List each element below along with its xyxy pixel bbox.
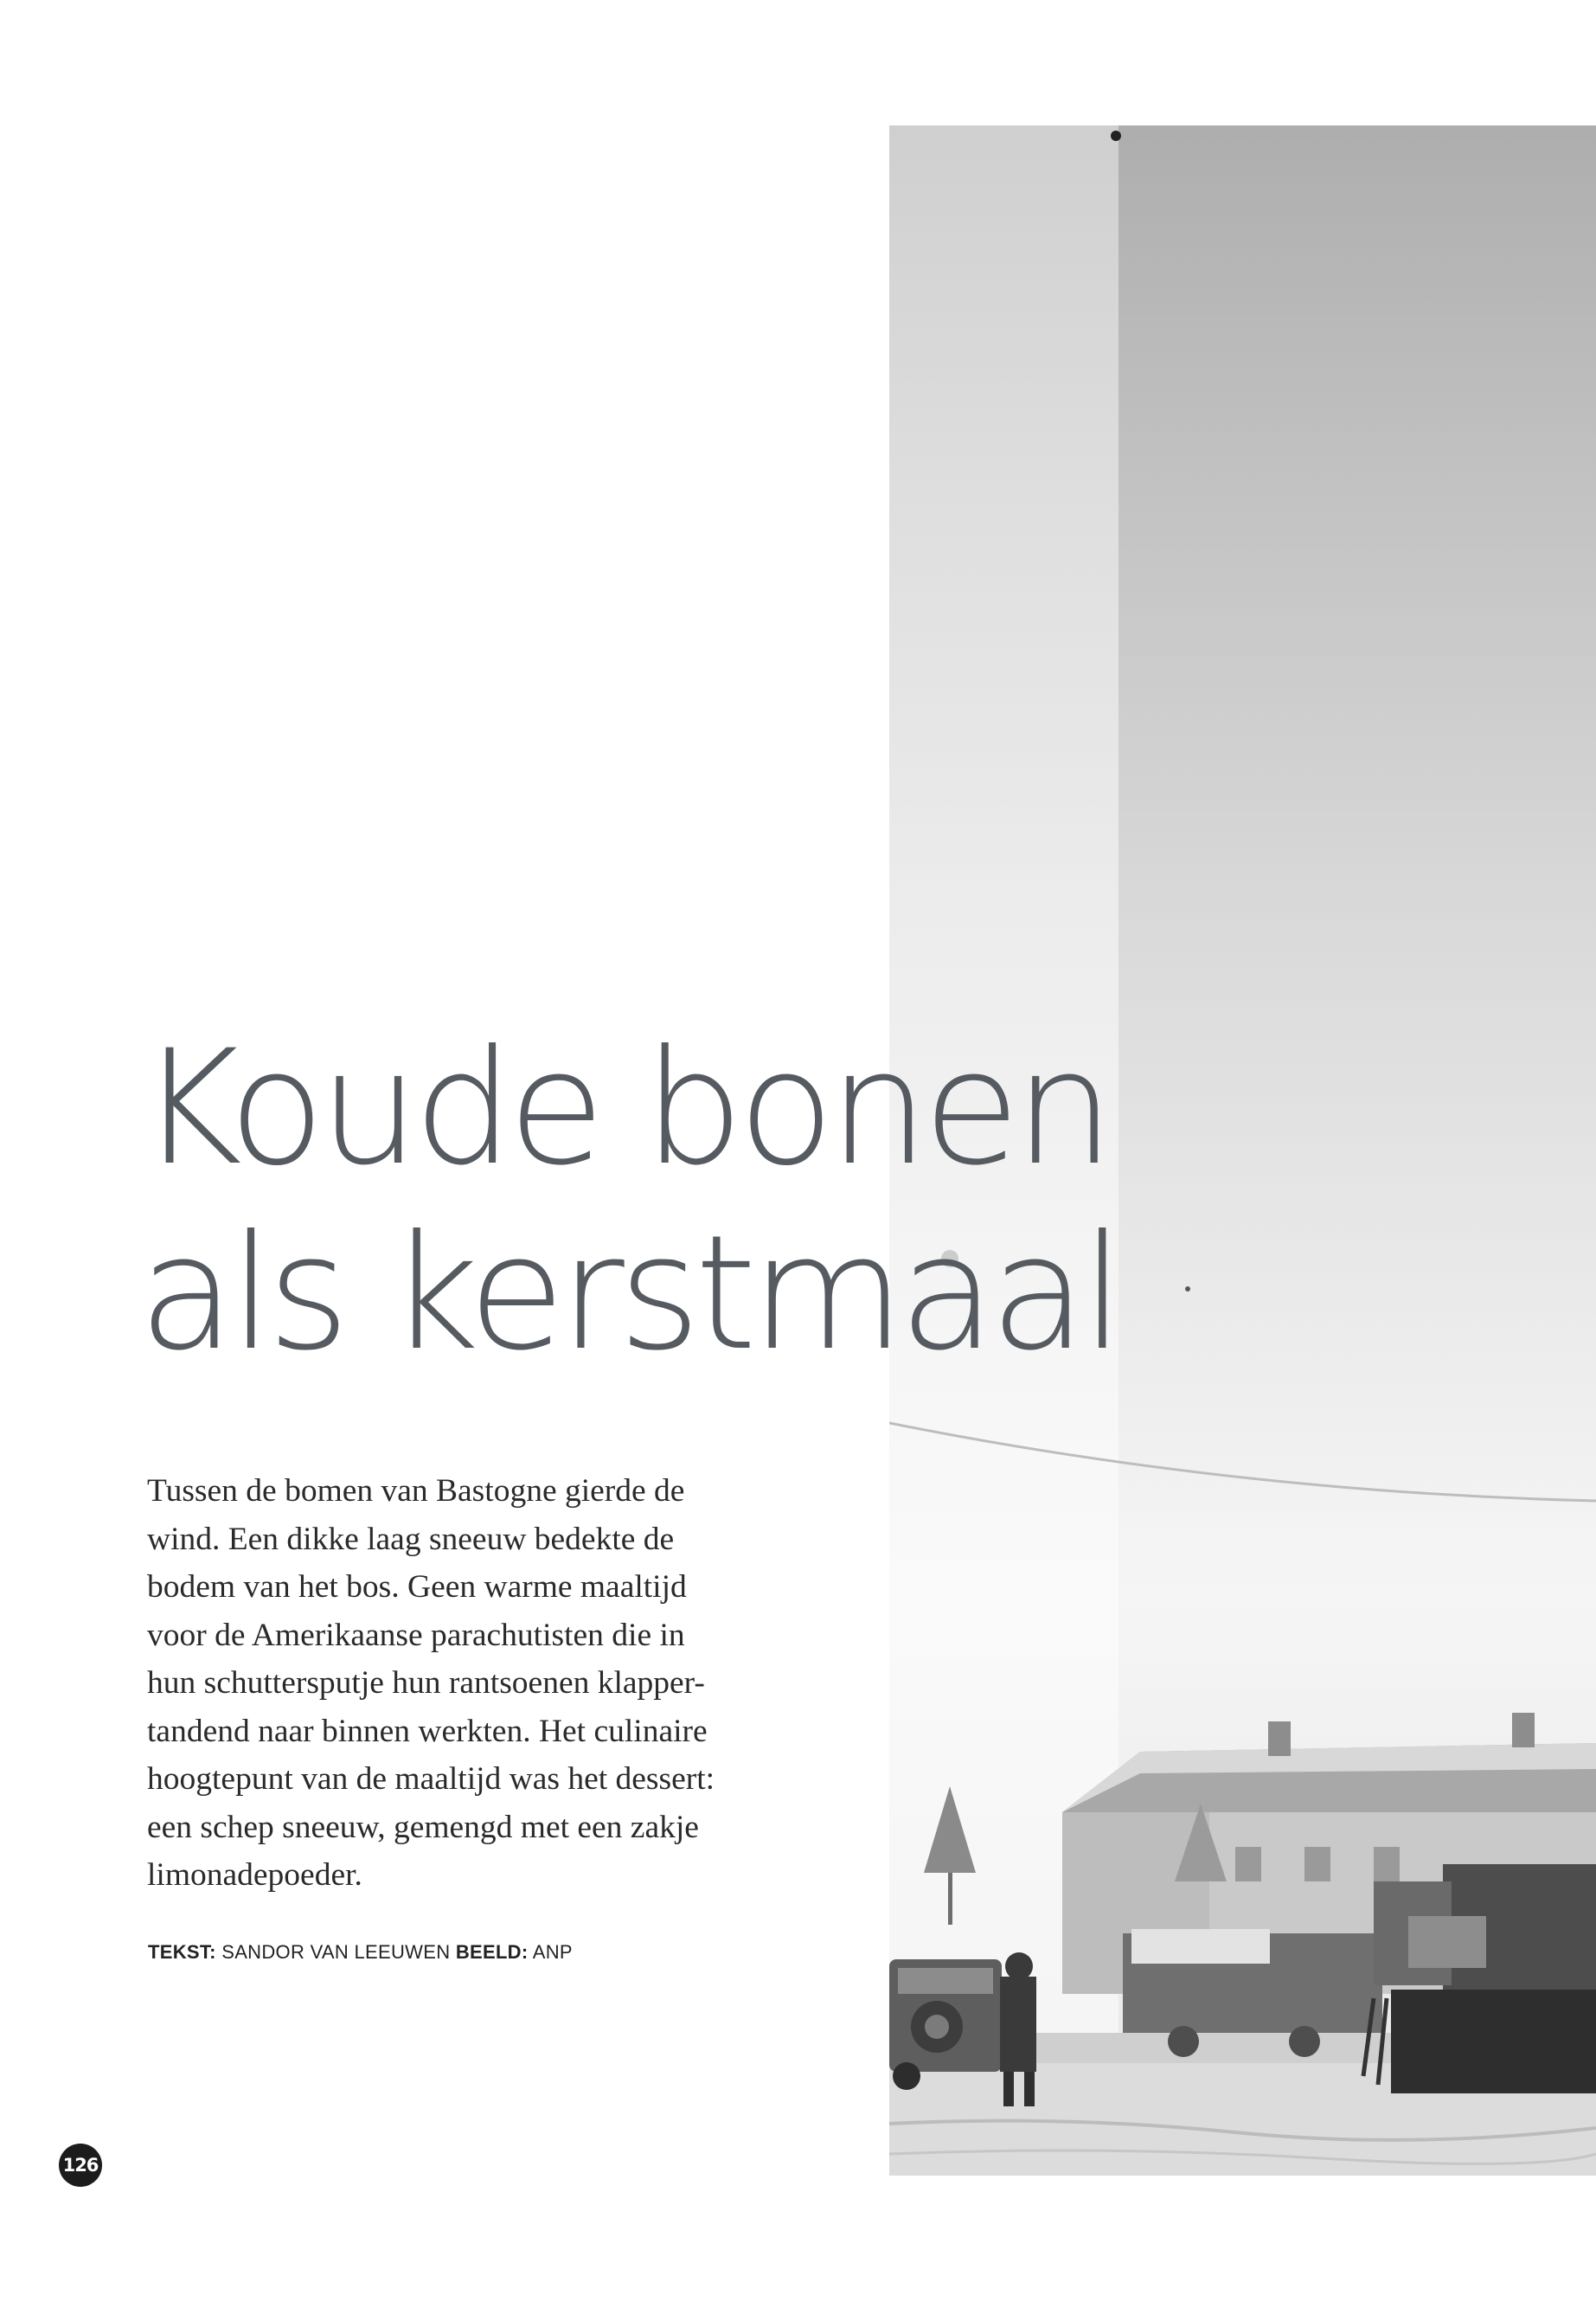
intro-line: Tussen de bomen van Bastogne gierde de <box>147 1473 685 1509</box>
intro-line: wind. Een dikke laag sneeuw bedekte de <box>147 1521 675 1557</box>
credit-text-label: TEKST: <box>148 1941 216 1963</box>
page-number-badge <box>59 2144 102 2187</box>
intro-line: tandend naar binnen werkten. Het culinaire <box>147 1713 708 1749</box>
page-number: 126 <box>62 2155 99 2176</box>
intro-line: hoogtepunt van de maaltijd was het dessert: <box>147 1761 715 1797</box>
intro-line: bodem van het bos. Geen warme maaltijd <box>147 1569 687 1605</box>
intro-line: voor de Amerikaanse parachutisten die in <box>147 1617 685 1653</box>
intro-line: een schep sneeuw, gemengd met een zakje <box>147 1809 699 1845</box>
article-credits <box>148 1941 573 1964</box>
article-intro <box>147 1467 787 1900</box>
credit-image-label: BEELD: <box>455 1941 529 1963</box>
title-line-2: als kerstmaal <box>138 1202 1119 1386</box>
intro-line: limonadepoeder. <box>147 1857 362 1893</box>
credit-image-source: ANP <box>532 1941 573 1963</box>
credit-text-author: SANDOR VAN LEEUWEN <box>221 1941 451 1963</box>
title-line-1: Koude bonen <box>138 1016 1109 1201</box>
article-title <box>138 1016 1118 1387</box>
intro-line: hun schuttersputje hun rantsoenen klapper- <box>147 1665 705 1701</box>
